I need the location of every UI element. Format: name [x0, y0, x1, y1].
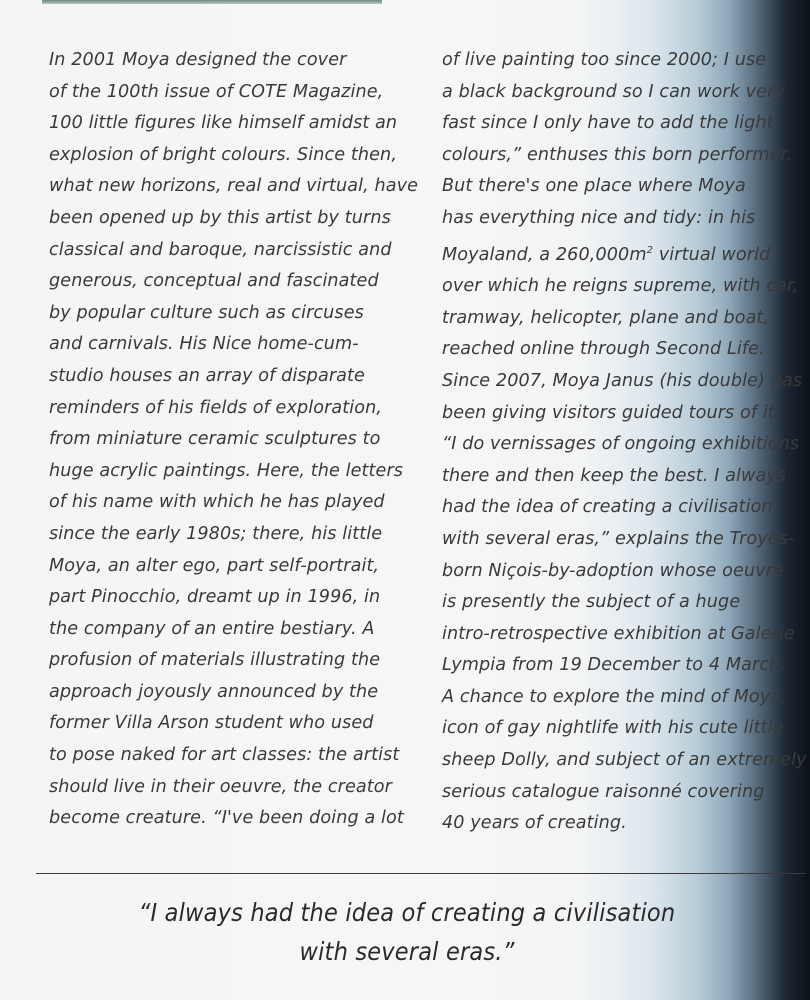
- text-line: Moya, an alter ego, part self-portrait,: [49, 555, 380, 576]
- text-line: of live painting too since 2000; I use: [442, 50, 767, 70]
- article-right-column: [442, 45, 810, 840]
- text-line: generous, conceptual and fascinated: [49, 271, 379, 292]
- text-line: explosion of bright colours. Since then,: [49, 144, 398, 165]
- text-line: from miniature ceramic sculptures to: [49, 429, 381, 450]
- text-line: sheep Dolly, and subject of an extremely: [442, 750, 807, 771]
- text-line: should live in their oeuvre, the creator: [49, 776, 392, 797]
- text-line: to pose naked for art classes: the artist: [49, 745, 400, 766]
- text-line: had the idea of creating a civilisation: [442, 497, 773, 518]
- text-line: intro-retrospective exhibition at Galerie: [442, 623, 795, 644]
- text-line: Lympia from 19 December to 4 March.: [442, 655, 787, 676]
- pullquote-line: “I always had the idea of creating a civilisation: [138, 898, 676, 927]
- moyaland-text: Moyaland, a 260,000m: [442, 244, 647, 265]
- pullquote-divider: [36, 873, 806, 874]
- text-line: But there's one place where Moya: [442, 176, 746, 197]
- text-line: with several eras,” explains the Troyes-: [442, 528, 795, 549]
- text-line: a black background so I can work very: [442, 81, 785, 102]
- text-line: reached online through Second Life.: [442, 339, 765, 360]
- text-line: approach joyously announced by the: [49, 681, 379, 702]
- text-line: classical and baroque, narcissistic and: [49, 239, 392, 260]
- text-line: “I do vernissages of ongoing exhibitions: [442, 434, 800, 455]
- article-left-column: [49, 45, 419, 835]
- pullquote-line: with several eras.”: [299, 937, 515, 966]
- text-line: the company of an entire bestiary. A: [49, 618, 375, 639]
- text-line: become creature. “I've been doing a lot: [49, 808, 404, 829]
- text-line: part Pinocchio, dreamt up in 1996, in: [49, 587, 381, 608]
- text-line: and carnivals. His Nice home-cum-: [49, 334, 359, 355]
- text-line: 40 years of creating.: [442, 813, 627, 834]
- text-line: has everything nice and tidy: in his: [442, 207, 756, 228]
- text-line: been giving visitors guided tours of it.: [442, 402, 781, 423]
- text-line: fast since I only have to add the light: [442, 113, 774, 134]
- squared-superscript: 2: [646, 244, 654, 256]
- text-line: of the 100th issue of COTE Magazine,: [49, 81, 384, 102]
- text-line: of his name with which he has played: [49, 492, 385, 513]
- text-line: by popular culture such as circuses: [49, 302, 364, 323]
- text-line: profusion of materials illustrating the: [49, 650, 381, 671]
- pullquote: [43, 893, 772, 971]
- text-line: since the early 1980s; there, his little: [49, 523, 383, 544]
- moyaland-suffix: virtual world: [653, 244, 771, 265]
- text-line: over which he reigns supreme, with car,: [442, 276, 799, 297]
- text-line: is presently the subject of a huge: [442, 592, 741, 613]
- text-line: In 2001 Moya designed the cover: [49, 50, 347, 70]
- text-line: reminders of his fields of exploration,: [49, 397, 383, 418]
- text-line: what new horizons, real and virtual, have: [49, 176, 419, 197]
- text-line: colours,” enthuses this born performer.: [442, 144, 792, 165]
- text-line: [442, 235, 810, 272]
- text-line: born Niçois-by-adoption whose oeuvre: [442, 560, 784, 581]
- text-line: A chance to explore the mind of Moya,: [442, 686, 787, 707]
- text-line: serious catalogue raisonné covering: [442, 781, 765, 802]
- text-line: been opened up by this artist by turns: [49, 207, 391, 228]
- text-line: 100 little figures like himself amidst an: [49, 113, 398, 134]
- text-line: studio houses an array of disparate: [49, 365, 365, 386]
- text-line: former Villa Arson student who used: [49, 713, 374, 734]
- text-line: icon of gay nightlife with his cute little: [442, 718, 784, 739]
- text-line: tramway, helicopter, plane and boat,: [442, 307, 770, 328]
- text-line: there and then keep the best. I always: [442, 465, 787, 486]
- text-line: Since 2007, Moya Janus (his double) has: [442, 370, 803, 391]
- text-line: huge acrylic paintings. Here, the letters: [49, 460, 404, 481]
- image-edge-bar: [42, 0, 382, 4]
